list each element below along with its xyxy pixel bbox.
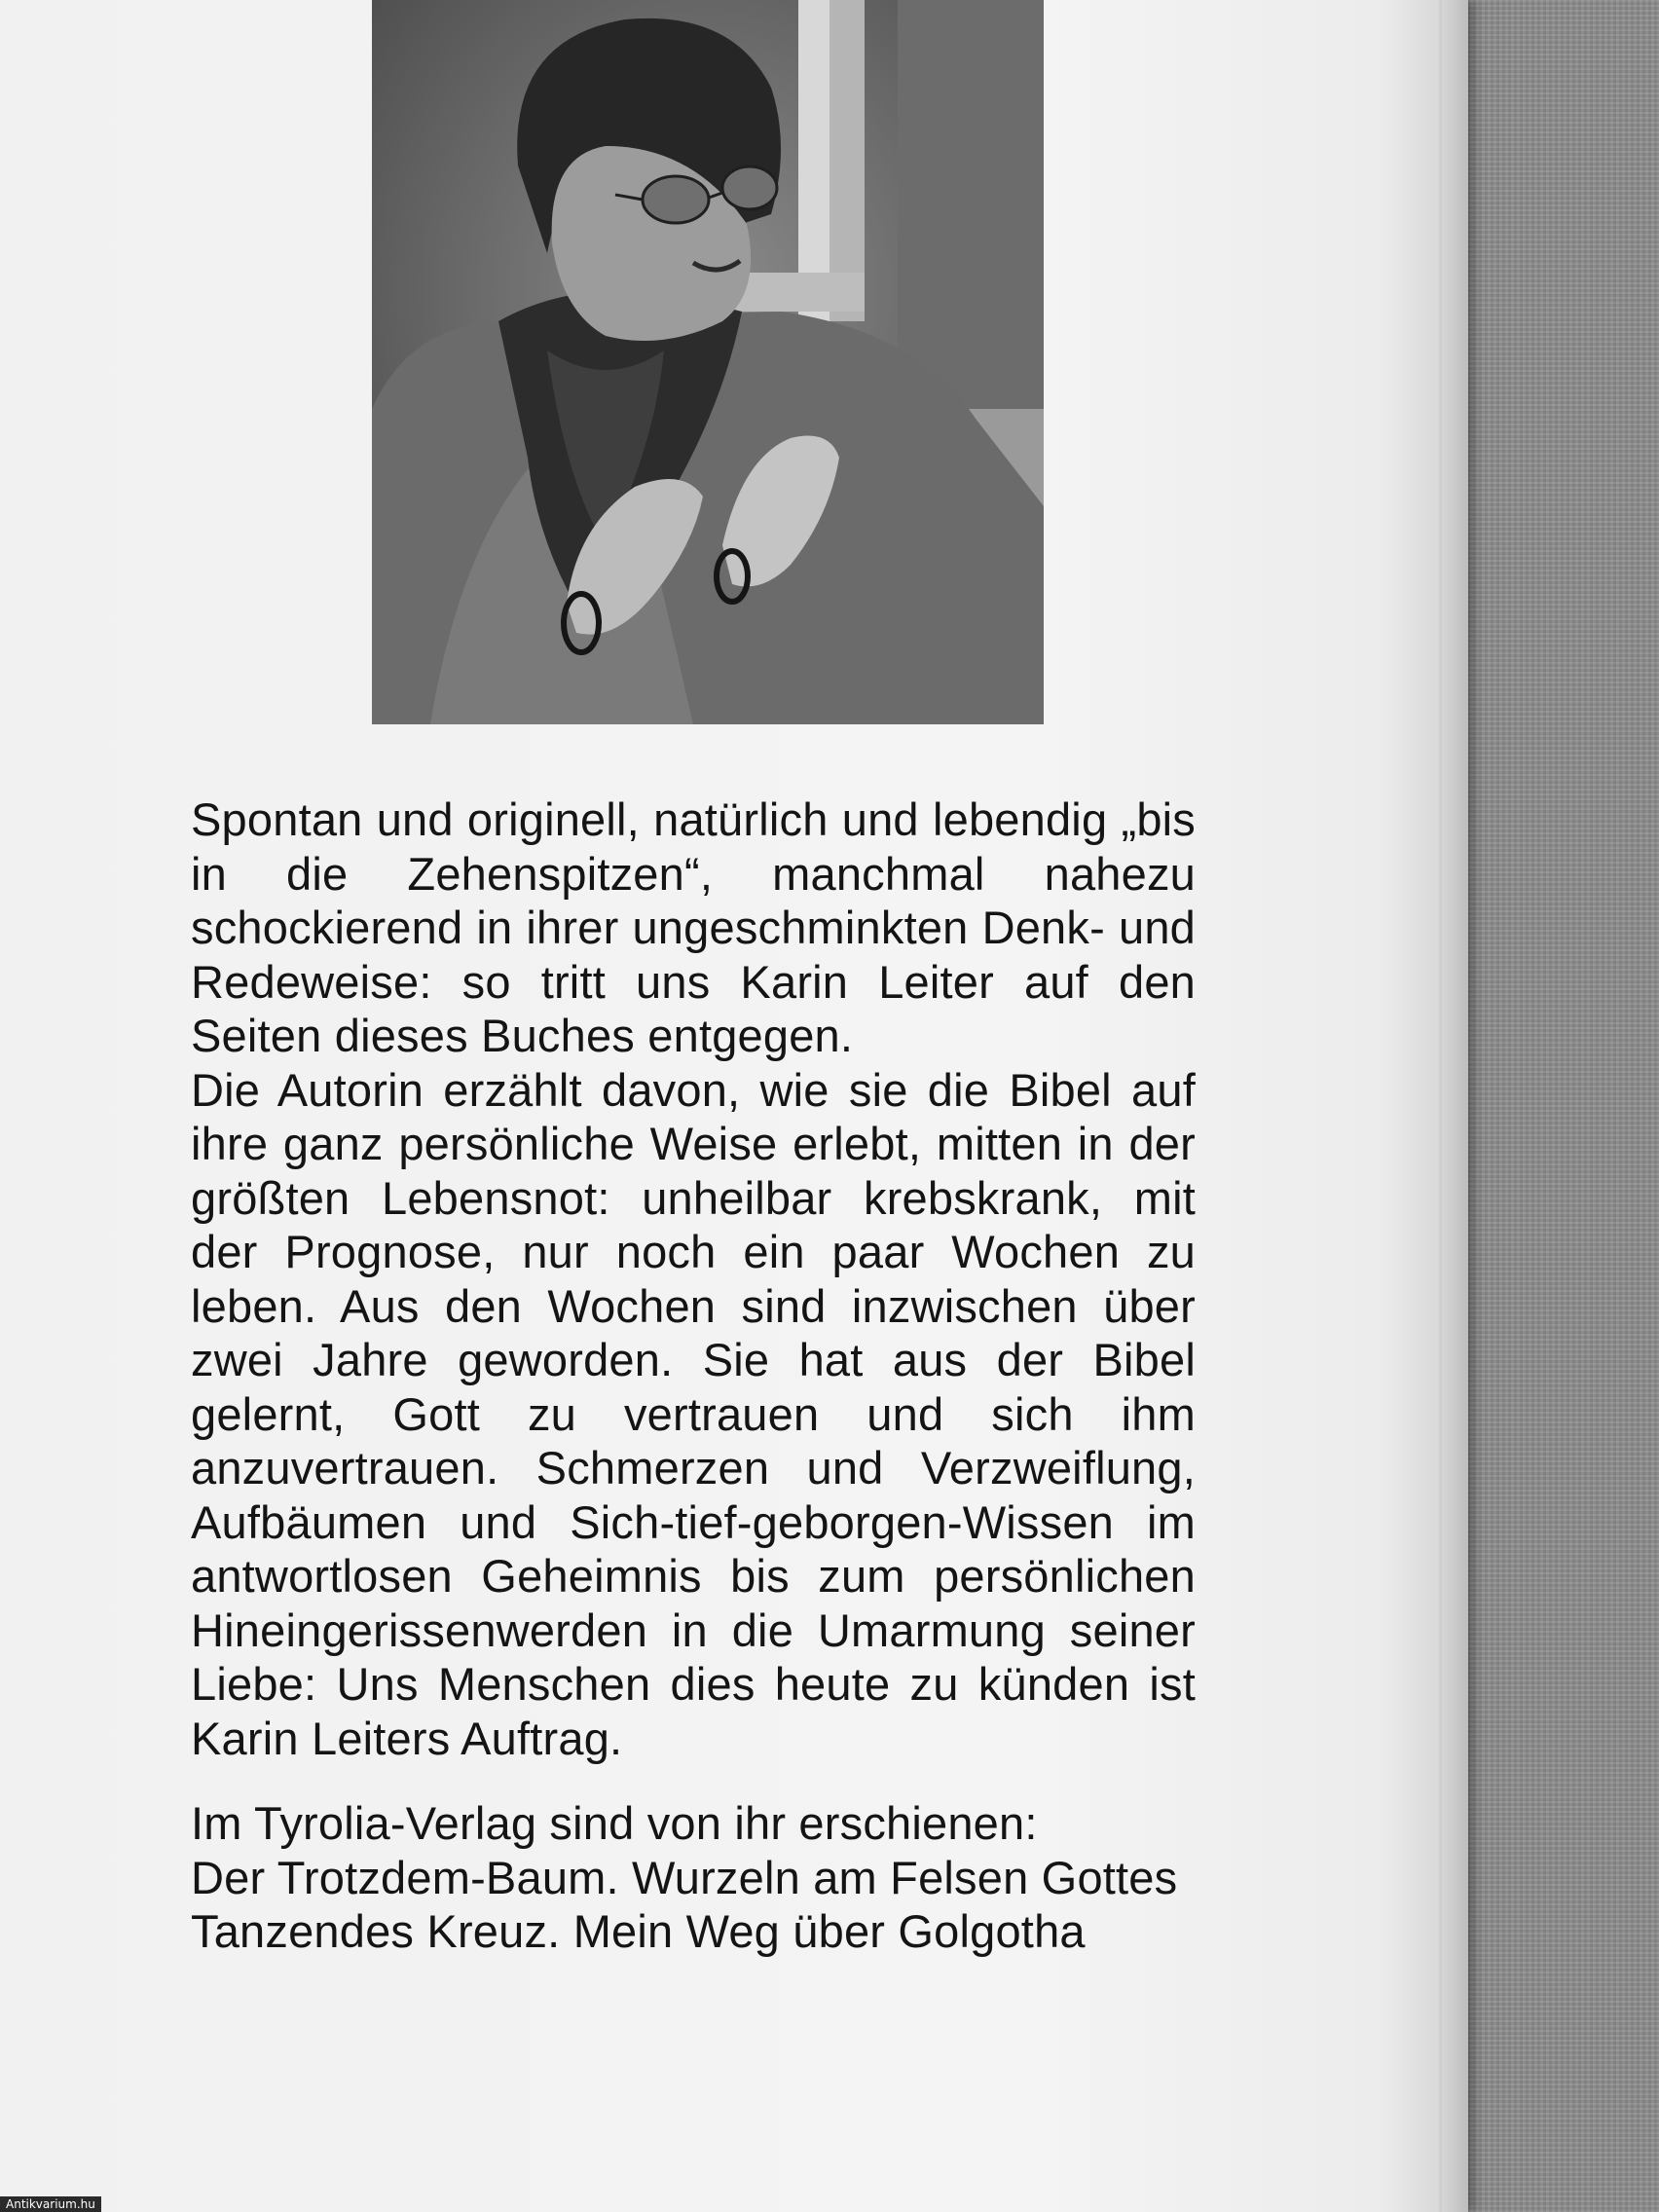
publisher-book-2: Tanzendes Kreuz. Mein Weg über Golgotha bbox=[191, 1905, 1086, 1957]
watermark: Antikvarium.hu bbox=[0, 2196, 101, 2212]
publisher-note bbox=[191, 1796, 1196, 1959]
blurb-text bbox=[191, 793, 1196, 1959]
blurb-paragraph-2: Die Autorin erzählt davon, wie sie die Bibel auf ihre ganz persönliche Weise erlebt, mitten in der größten Lebensnot: unheilbar krebskrank, mit der Prognose, nur noch ein paar Wochen zu leben. Aus den Wochen sind inzwischen über zwei Jahre geworden. Sie hat aus der Bibel gelernt, Gott zu vertrauen und sich ihm anzuvertrauen. Schmerzen und Verzweiflung, Aufbäumen und Sich-tief-geborgen-Wissen im antwortlosen Geheimnis bis zum persönlichen Hineingerissenwerden in die Umarmung seiner Liebe: Uns Menschen dies heute zu künden ist Karin Leiters Auftrag. bbox=[191, 1063, 1196, 1764]
publisher-intro: Im Tyrolia-Verlag sind von ihr erschienen: bbox=[191, 1797, 1038, 1849]
publisher-book-1: Der Trotzdem-Baum. Wurzeln am Felsen Gottes bbox=[191, 1851, 1178, 1903]
author-photo bbox=[372, 0, 1044, 724]
blurb-paragraph-1: Spontan und originell, natürlich und lebendig „bis in die Zehenspitzen“, manchmal nahezu schockierend in ihrer ungeschminkten Denk- und Redeweise: so tritt uns Karin Leiter auf den Seiten dieses Buches entgegen. bbox=[191, 793, 1196, 1061]
background-surface bbox=[1441, 0, 1659, 2212]
author-portrait-photo-icon bbox=[372, 0, 1044, 724]
cover-edge bbox=[1439, 0, 1442, 2212]
